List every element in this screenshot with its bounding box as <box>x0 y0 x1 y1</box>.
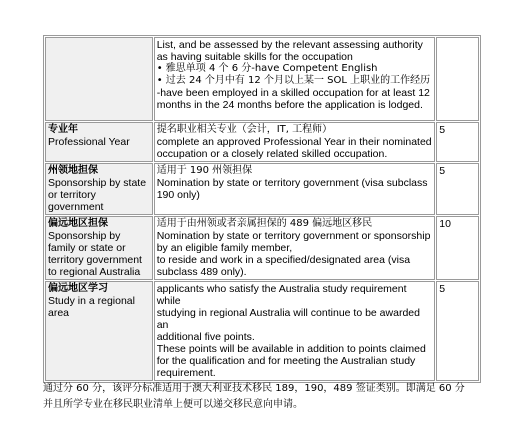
description-line: • 雅思单项 4 个 6 分-have Competent English <box>156 63 378 74</box>
description-line: Nomination by state or territory government or sponsorship <box>156 230 431 242</box>
description-line: 适用于由州领或者亲属担保的 489 偏远地区移民 <box>156 218 373 229</box>
description-line: by an eligible family member, <box>156 242 293 254</box>
table-row <box>45 281 479 381</box>
criterion-en: Sponsorship by family or state or territory government to regional Australia <box>48 230 142 278</box>
description-cell <box>154 216 436 280</box>
points-table <box>43 35 481 383</box>
description-line: • 过去 24 个月中有 12 个月以上某一 SOL 上职业的工作经历 <box>156 75 431 86</box>
criterion-zh: 偏远地区学习 <box>48 283 108 294</box>
points-cell <box>436 163 479 215</box>
points-cell <box>436 216 479 280</box>
description-line: additional five points. <box>156 331 255 343</box>
description-cell <box>154 163 436 215</box>
table-row <box>45 37 479 121</box>
description-cell <box>154 37 436 121</box>
criterion-zh: 州领地担保 <box>48 165 98 176</box>
criterion-en: Study in a regional area <box>48 295 135 319</box>
description-line: to reside and work in a specified/designated area (visa <box>156 254 411 266</box>
criterion-en: Professional Year <box>48 136 130 148</box>
points-value: 10 <box>439 218 451 230</box>
description-line: 提名职业相关专业（会计，IT, 工程师） <box>156 124 333 135</box>
description-line: complete an approved Professional Year in their nominated <box>156 136 432 148</box>
footnote-line: 通过分 60 分，该评分标准适用于澳大利亚技术移民 189，190，489 签证类别。即满足 60 分 <box>43 383 465 394</box>
description-line: applicants who satisfy the Australia study requirement while <box>156 283 407 307</box>
description-line: requirement. <box>156 367 216 379</box>
criterion-cell <box>45 37 153 121</box>
table-row <box>45 163 479 215</box>
points-cell <box>436 37 479 121</box>
description-line: List, and be assessed by the relevant assessing authority <box>156 39 423 51</box>
criterion-zh: 偏远地区担保 <box>48 218 108 229</box>
description-line: 适用于 190 州领担保 <box>156 165 253 176</box>
points-value: 5 <box>439 283 446 295</box>
description-line: These points will be available in addition to points claimed <box>156 343 426 355</box>
criterion-zh: 专业年 <box>48 124 78 135</box>
footnote <box>43 381 493 413</box>
criterion-en: Sponsorship by state or territory government <box>48 177 147 213</box>
points-value: 5 <box>439 124 446 136</box>
description-line: 190 only) <box>156 189 200 201</box>
criterion-cell <box>45 163 153 215</box>
criterion-cell <box>45 216 153 280</box>
table-row <box>45 216 479 280</box>
points-cell <box>436 281 479 381</box>
description-line: Nomination by state or territory government (visa subclass <box>156 177 428 189</box>
criterion-cell <box>45 281 153 381</box>
footnote-line: 并且所学专业在移民职业清单上便可以递交移民意向申请。 <box>43 399 303 410</box>
description-cell <box>154 122 436 162</box>
points-cell <box>436 122 479 162</box>
description-line: studying in regional Australia will continue to be awarded an <box>156 307 420 331</box>
description-line: as having suitable skills for the occupation <box>156 51 353 63</box>
description-line: subclass 489 only). <box>156 266 247 278</box>
table-row <box>45 122 479 162</box>
points-value: 5 <box>439 165 446 177</box>
description-line: occupation or a closely related skilled occupation. <box>156 148 388 160</box>
description-line: for the qualification and for meeting the Australian study <box>156 355 416 367</box>
description-line: -have been employed in a skilled occupation for at least 12 <box>156 87 430 99</box>
criterion-cell <box>45 122 153 162</box>
description-line: months in the 24 months before the application is lodged. <box>156 99 423 111</box>
description-cell <box>154 281 436 381</box>
